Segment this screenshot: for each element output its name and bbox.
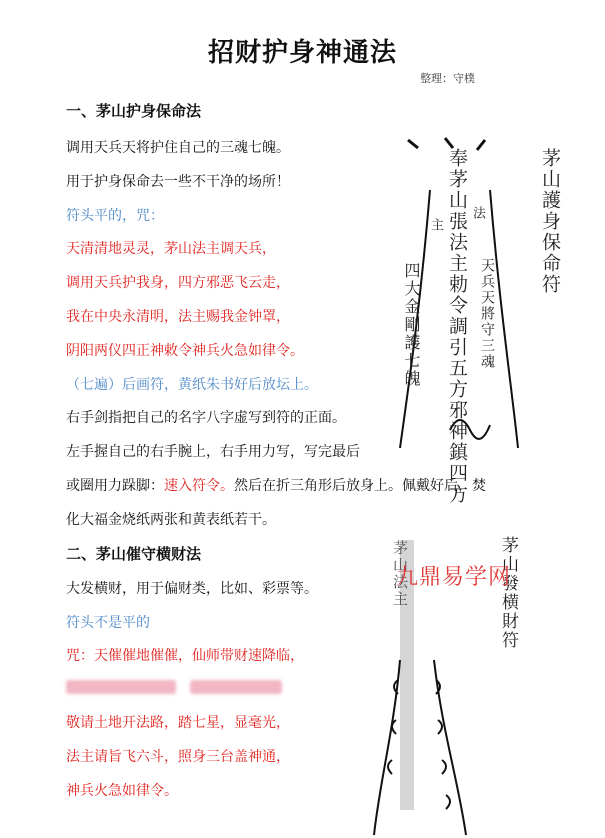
incantation-line: 我在中央永清明，法主赐我金钟罩，	[66, 309, 290, 325]
incantation-line: 法主请旨飞六斗，照身三台盖神通，	[66, 749, 290, 765]
talisman-2-caption: 茅山發横財符	[498, 536, 518, 650]
incantation-line: 敬请土地开法路，踏七星，显毫光，	[66, 715, 290, 731]
talisman-1-left-text: 四大金剛護七魄	[402, 262, 421, 388]
section1-line	[66, 475, 486, 495]
section2-heading: 二、茅山催守横财法	[66, 545, 202, 563]
section1-line: 调用天兵天将护住自己的三魂七魄。	[66, 140, 290, 156]
talisman-1-right-text: 天兵天將守三魂	[479, 258, 495, 370]
section1-line: 化大福金烧纸两张和黄表纸若干。	[66, 512, 276, 528]
line-text: 或圈用力跺脚：	[66, 478, 164, 494]
talisman-1-small-left: 主	[428, 218, 443, 233]
section2-line: 大发横财，用于偏财类，比如、彩票等。	[66, 581, 318, 597]
incantation-line: 调用天兵护我身，四方邪恶飞云走，	[66, 275, 290, 291]
talisman-1-small-right: 法	[470, 206, 485, 221]
blurred-line	[190, 680, 282, 694]
watermark: 九鼎易学网	[396, 565, 512, 590]
blurred-line	[66, 680, 176, 694]
line-text: 然后在折三角形后放身上。佩戴好后，焚	[234, 478, 486, 494]
byline: 整理：守樸	[420, 72, 475, 85]
incantation-line: 天清清地灵灵，茅山法主调天兵，	[66, 241, 276, 257]
incantation-line: 神兵火急如律令。	[66, 783, 178, 799]
incantation-line: 阴阳两仪四正神敕令神兵火急如律令。	[66, 343, 304, 359]
talisman-1-caption: 茅山護身保命符	[539, 148, 561, 295]
section2-line: 符头不是平的	[66, 615, 150, 631]
talisman-2-center-text: 茅山法主	[391, 540, 409, 608]
talisman-1-center-text: 奉茅山張法主勅令調引五方邪神鎮四方	[446, 148, 468, 505]
section1-line: 符头平的，咒：	[66, 208, 164, 224]
incantation-line: 咒：天催催地催催，仙师带财速降临，	[66, 648, 304, 664]
section1-line: 用于护身保命去一些不干净的场所！	[66, 174, 290, 190]
section1-line: 左手握自己的右手腕上，右手用力写，写完最后	[66, 444, 360, 460]
section1-heading: 一、茅山护身保命法	[66, 102, 202, 120]
page-title: 招财护身神通法	[207, 38, 397, 68]
section1-line: （七遍）后画符，黄纸朱书好后放坛上。	[66, 377, 318, 393]
command-text: 速入符令。	[164, 478, 234, 494]
section1-line: 右手剑指把自己的名字八字虚写到符的正面。	[66, 410, 346, 426]
